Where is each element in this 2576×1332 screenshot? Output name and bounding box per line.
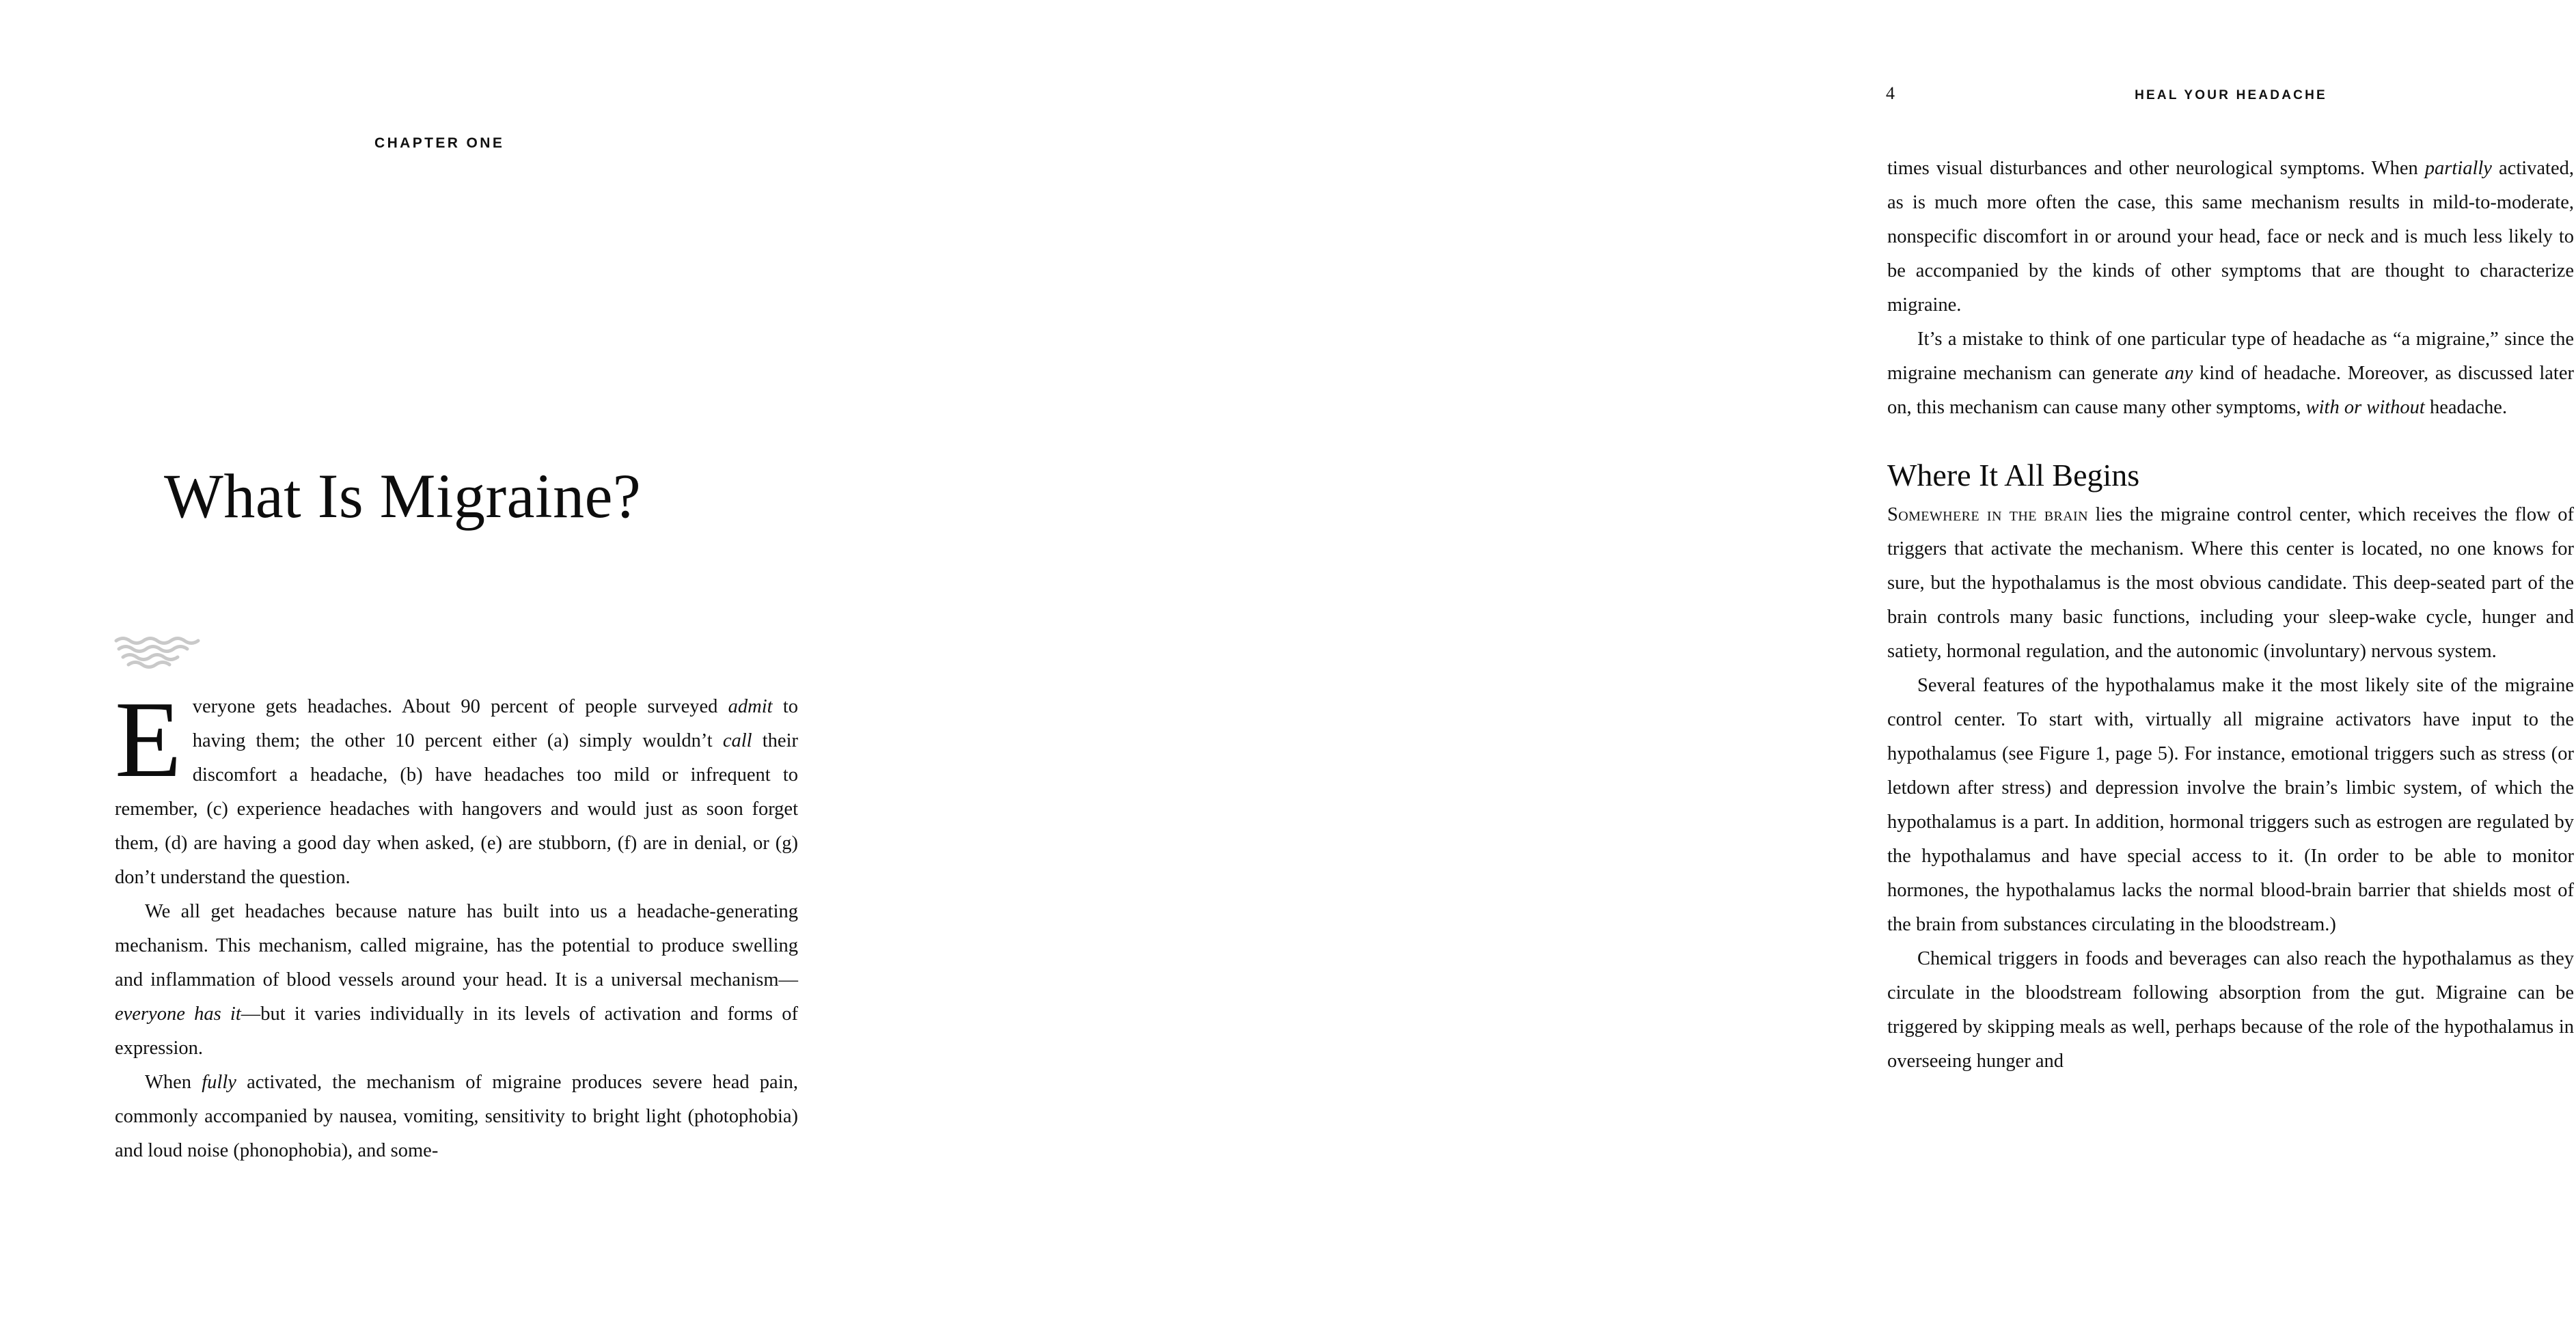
paragraph-text: times visual disturbances and other neurological symptoms. When partially activated, as is much more often the case, this same mechanism results in mild-to-moderate, nonspecific discomfort in or around your head, face or neck and is much less likely to be accompanied by the kinds of other symptoms that are thought to characterize migraine. (1887, 158, 2574, 316)
running-title: HEAL YOUR HEADACHE (2135, 88, 2327, 102)
paragraph-text: When fully activated, the mechanism of migraine produces severe head pain, commonly accompanied by nausea, vomiting, sensitivity to bright light (photophobia) and loud noise (phonophobia), and some- (115, 1072, 798, 1161)
paragraph-text: It’s a mistake to think of one particular type of headache as “a migraine,” since the migraine mechanism can generate any kind of headache. Moreover, as discussed later on, this mechanism can cause many other symptoms, with or without headache. (1887, 329, 2574, 418)
paragraph (115, 895, 798, 1066)
paragraph (1887, 322, 2574, 425)
paragraph (1887, 669, 2574, 942)
chapter-label: CHAPTER ONE (374, 135, 505, 151)
left-page (0, 0, 888, 1332)
folio-number: 4 (1886, 83, 1895, 103)
paragraph-text: We all get headaches because nature has built into us a headache-generating mechanism. This mechanism, called migraine, has the potential to produce swelling and inflammation of blood vessels around your head. It is a universal mechanism—everyone has it—but it varies individually in its levels of activation and forms of expression. (115, 901, 798, 1059)
page-folio-left (0, 1236, 888, 1257)
page-title: What Is Migraine? (164, 460, 642, 531)
paragraph (1887, 942, 2574, 1079)
paragraph (115, 1066, 798, 1168)
running-head (1886, 83, 2576, 104)
paragraph-text: Several features of the hypothalamus make it the most likely site of the migraine control center. To start with, virtually all migraine activators have input to the hypothalamus (see Figure 1, page 5). For instance, emotional triggers such as stress (or letdown after stress) and depression involve the brain’s limbic system, of which the hypothalamus is a part. In addition, hormonal triggers such as estrogen are regulated by the hypothalamus and have special access to it. (In order to be able to monitor hormones, the hypothalamus lacks the normal blood-brain barrier that shields most of the brain from substances circulating in the bloodstream.) (1887, 674, 2574, 935)
paragraph (1887, 498, 2574, 669)
right-body-text (1887, 152, 2574, 1079)
section-heading: Where It All Begins (1887, 458, 2140, 492)
paragraph-text: veryone gets headaches. About 90 percent of people surveyed admit to having them; the other 10 percent either (a) simply wouldn’t call their discomfort a headache, (b) have headaches too mild or infrequent to remember, (c) experience headaches with hangovers and would just as soon forget them, (d) are having a good day when asked, (e) are stubborn, (f) are in denial, or (g) don’t understand the question. (115, 696, 798, 888)
paragraph (115, 678, 798, 895)
paragraph-text: Somewhere in the brain lies the migraine control center, which receives the flow of triggers that activate the mechanism. Where this center is located, no one knows for sure, but the hypothalamus is the most obvious candidate. This deep-seated part of the brain controls many basic functions, including your sleep-wake cycle, hunger and satiety, hormonal regulation, and the autonomic (involuntary) nervous system. (1887, 503, 2574, 662)
right-page (888, 0, 2574, 1332)
left-body-text (115, 678, 798, 1168)
paragraph (1887, 152, 2574, 322)
drop-cap: E (115, 678, 182, 800)
paragraph-text: Chemical triggers in foods and beverages can also reach the hypothalamus as they circulate in the bloodstream following absorption from the gut. Migraine can be triggered by skipping meals as well, perhaps because of the role of the hypothalamus in overseeing hunger and (1887, 947, 2574, 1072)
wave-ornament-icon (115, 635, 201, 668)
